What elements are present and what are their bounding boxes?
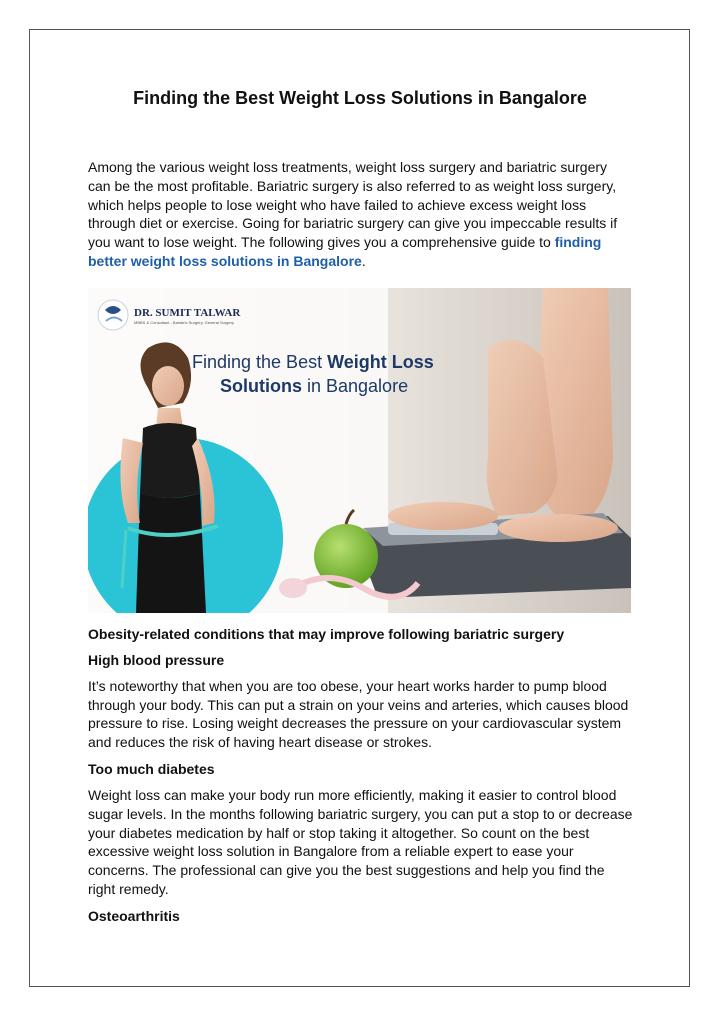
section-heading-diabetes: Too much diabetes [88,760,215,777]
page-title: Finding the Best Weight Loss Solutions in Bangalore [133,88,587,108]
intro-end: . [361,252,366,269]
banner-heading-line2 [220,376,408,396]
logo-subtitle: MBBS & Consultant - Bariatric Surgery, General Surgery [134,319,234,325]
intro-paragraph [88,158,633,271]
banner-image [88,288,631,613]
banner-illustration [88,288,631,613]
intro-text: Among the various weight loss treatments, weight loss surgery and bariatric surgery can be the most profitable. Bariatric surgery is also referred to as weight loss surgery, which helps people to lose weight who have failed to achieve excess weight loss through diet or exercise. Going for bariatric surgery can give you impeccable results if you want to lose weight. The following gives you a comprehensive guide to [88,159,618,251]
intro-link[interactable]: finding better weight loss solutions in Bangalore [88,234,602,269]
section-text-blood-pressure: It’s noteworthy that when you are too obese, your heart works harder to pump blood through your body. This can put a strain on your veins and arteries, which causes blood pressure to rise. Losing weight decreases the pressure on your cardiovascular system and reduces the risk of having heart disease or strokes. [88,677,629,751]
section-main-heading: Obesity-related conditions that may improve following bariatric surgery [88,625,565,642]
content [88,158,633,933]
section-text-diabetes: Weight loss can make your body run more efficiently, making it easier to control blood sugar levels. In the months following bariatric surgery, you can put a stop to or decrease your diabetes medication by half or stop taking it altogether. So count on the best excessive weight loss solution in Bangalore from a reliable expert to ease your concerns. The professional can give you the best suggestions and help you find the right remedy. [88,786,633,897]
banner-heading-line1-bold: Weight Loss [327,351,434,372]
banner-heading-line2-bold: Solutions [220,375,302,396]
section-heading-blood-pressure: High blood pressure [88,651,225,668]
section-heading-osteoarthritis: Osteoarthritis [88,907,180,924]
banner-heading-line1 [192,352,434,372]
banner-heading-line1-regular: Finding the Best [192,351,328,372]
logo-name: DR. SUMIT TALWAR [134,306,241,319]
banner-heading-line2-regular: in Bangalore [302,375,409,396]
